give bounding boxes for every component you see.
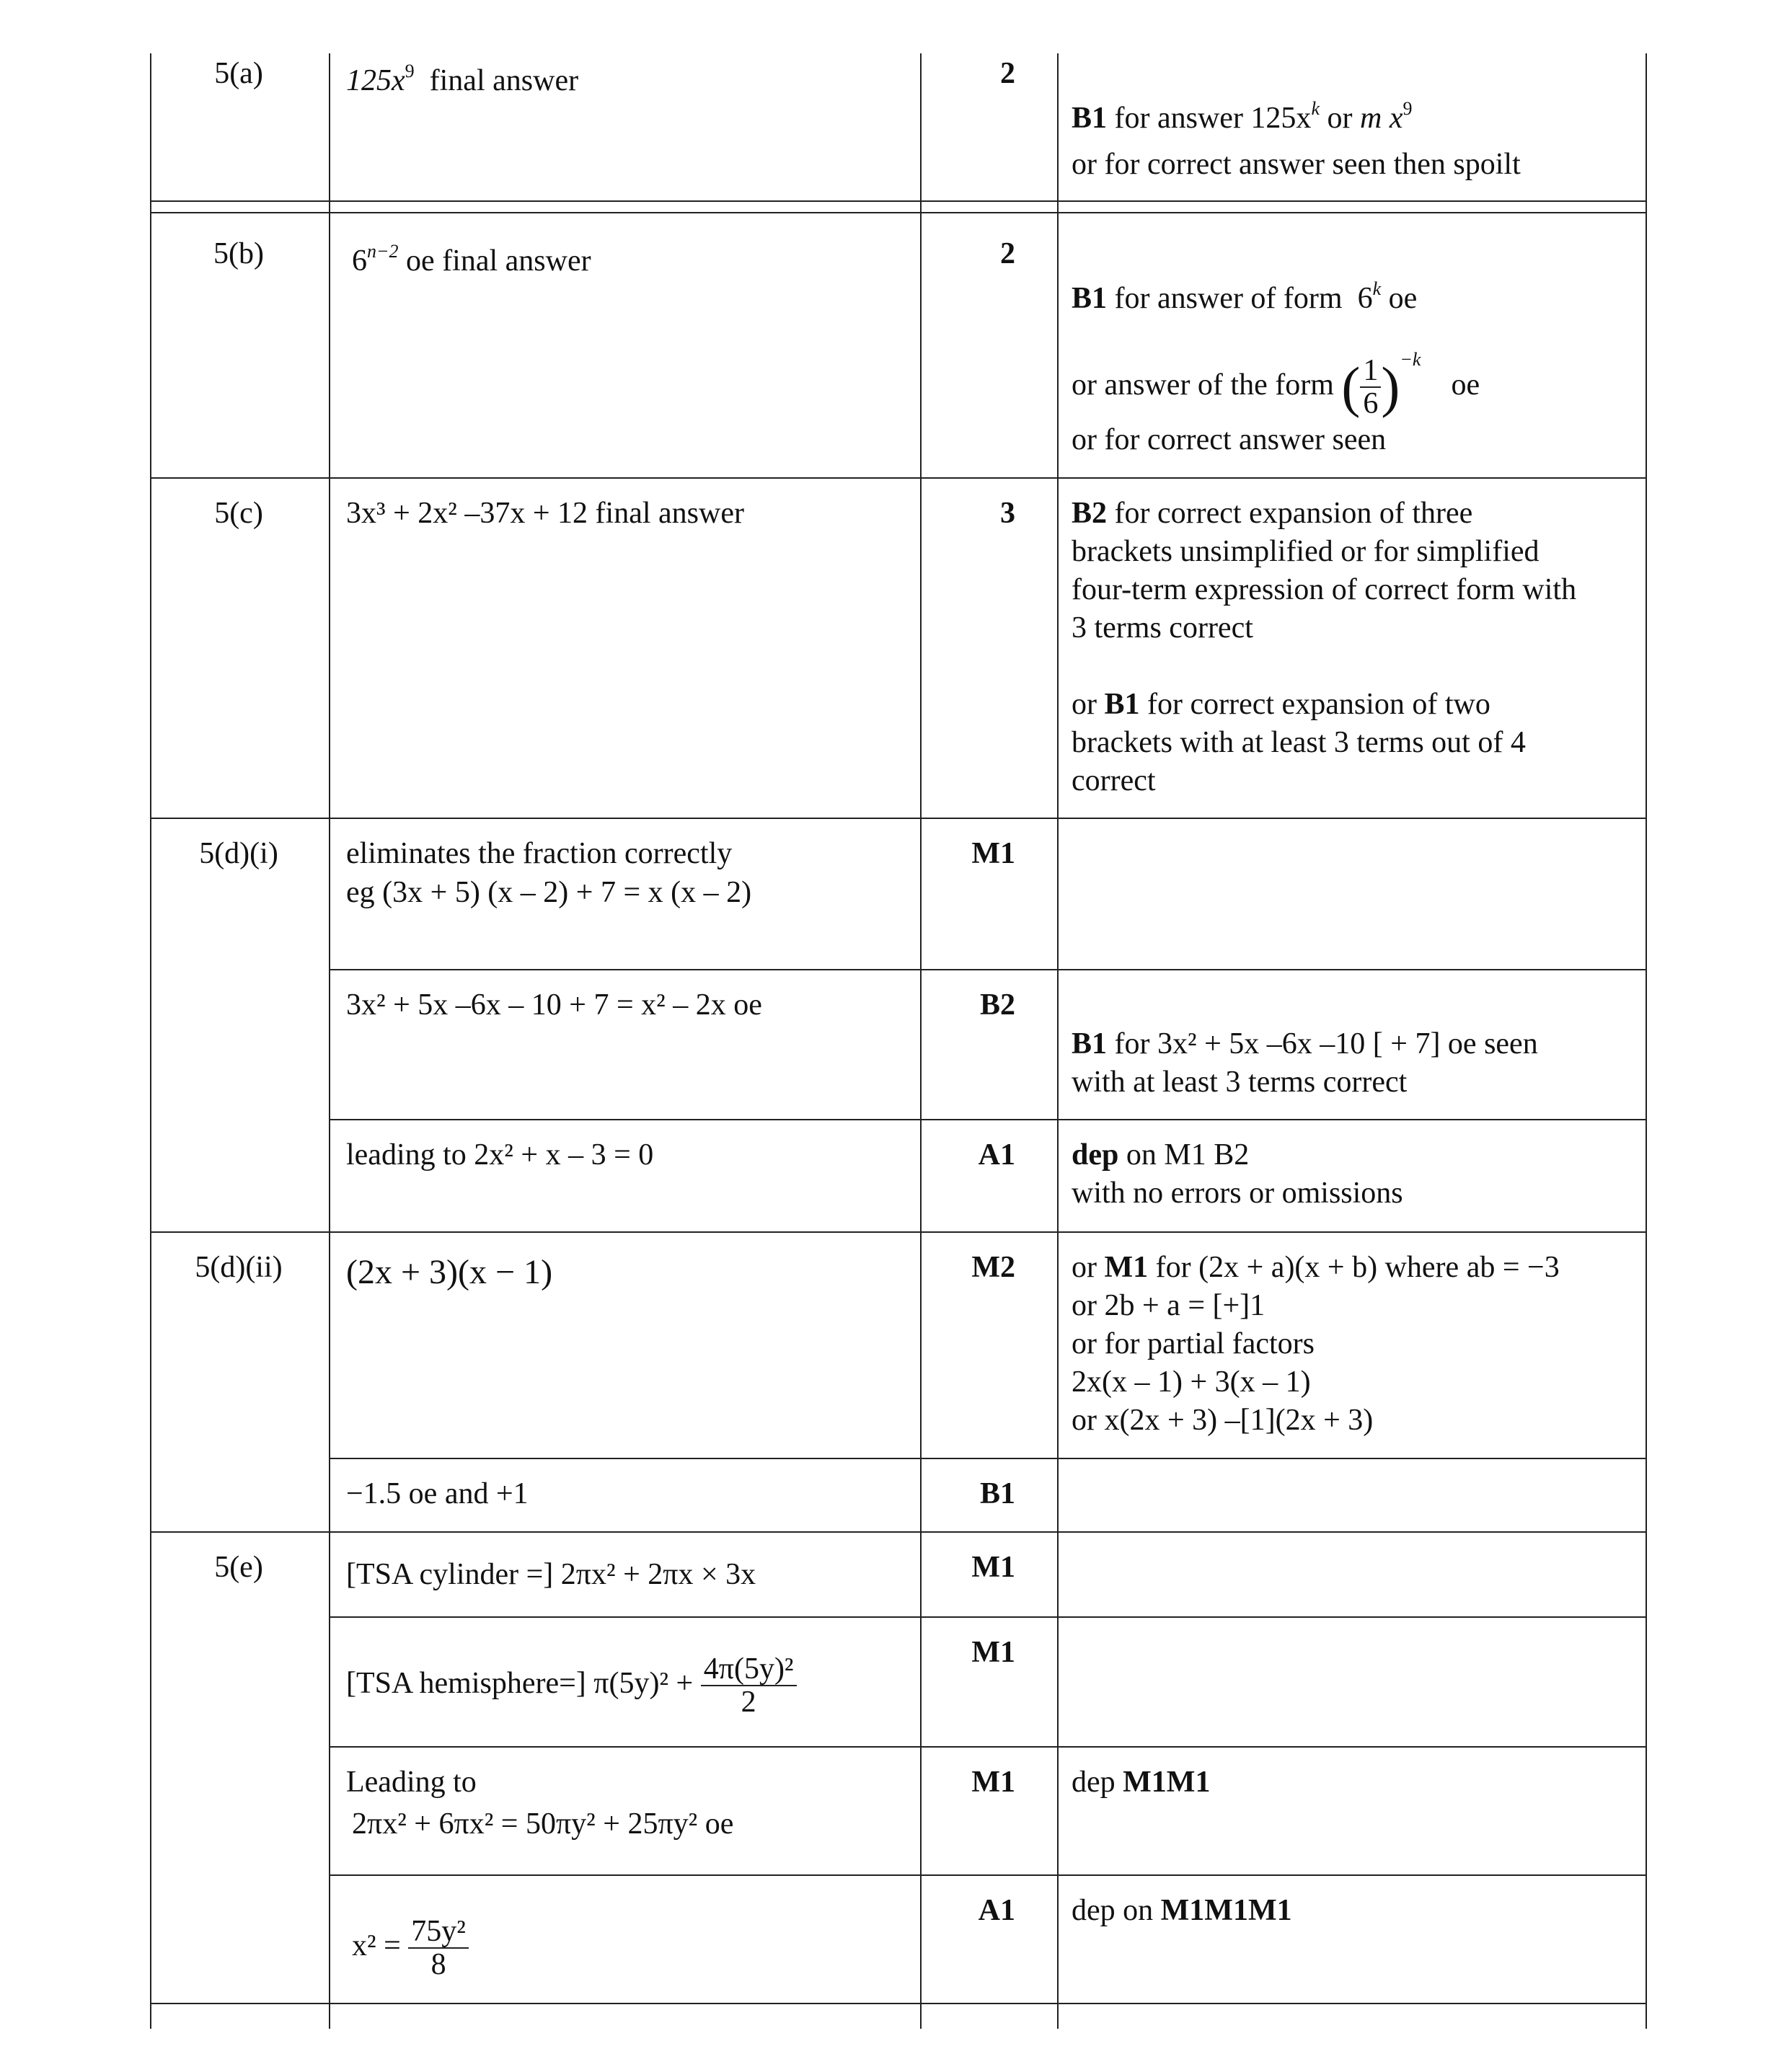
dependency-label: dep — [1072, 1138, 1119, 1172]
row-line — [329, 969, 1647, 970]
guidance-text: for (2x + a)(x + b) where ab = −3 — [1155, 1251, 1560, 1284]
row-line — [150, 2003, 1647, 2004]
guidance-text: or answer of the form — [1072, 368, 1334, 402]
answer-cell — [346, 62, 578, 100]
answer-text: [TSA hemisphere=] π(5y)² + — [346, 1667, 694, 1700]
guidance-text: oe — [1388, 282, 1418, 315]
guidance-text: or — [1327, 102, 1353, 135]
guidance-text: for answer 125x — [1114, 102, 1312, 135]
exponent: 9 — [1403, 98, 1413, 119]
guidance-cell — [1072, 1763, 1210, 1802]
fraction — [1360, 355, 1381, 420]
denominator: 6 — [1363, 387, 1379, 421]
guidance-text: correct — [1072, 764, 1156, 797]
answer-text: 2πx² + 6πx² = 50πy² + 25πy² oe — [352, 1807, 734, 1841]
guidance-text: for correct expansion of three — [1114, 497, 1473, 530]
row-line — [150, 818, 1647, 819]
question-number: 5(e) — [214, 1551, 263, 1584]
row-line — [150, 1231, 1647, 1233]
guidance-cell — [1072, 686, 1490, 724]
guidance-cell — [1072, 1249, 1560, 1287]
marks-cell: A1 — [978, 1894, 1015, 1927]
exponent: 9 — [405, 61, 415, 81]
col-line-marks — [1057, 53, 1059, 2029]
answer-text: 3x³ + 2x² –37x + 12 final answer — [346, 497, 744, 530]
guidance-text: or for correct answer seen then spoilt — [1072, 148, 1521, 181]
right-paren: ) — [1381, 355, 1400, 419]
answer-cell — [346, 1637, 797, 1730]
guidance-cell — [1072, 1892, 1292, 1930]
guidance-cell — [1072, 349, 1480, 421]
mark-code: B1 — [1072, 102, 1108, 135]
answer-text: (2x + 3)(x − 1) — [346, 1253, 553, 1291]
col-line-right — [1646, 53, 1647, 2029]
dependency-label: dep on — [1072, 1894, 1154, 1927]
answer-cell — [352, 1899, 469, 1993]
answer-text: [TSA cylinder =] 2πx² + 2πx × 3x — [346, 1558, 756, 1591]
row-line — [329, 1874, 1647, 1876]
marks-cell: B1 — [979, 1477, 1015, 1510]
guidance-term: m x — [1359, 102, 1403, 135]
guidance-text: or — [1072, 1251, 1097, 1284]
guidance-text: or x(2x + 3) –[1](2x + 3) — [1072, 1404, 1374, 1437]
answer-text: final answer — [429, 64, 579, 97]
marks-cell: M2 — [971, 1251, 1015, 1284]
marks-cell: A1 — [978, 1138, 1015, 1172]
answer-cell — [352, 242, 591, 280]
guidance-text: or for partial factors — [1072, 1327, 1315, 1360]
marks-cell: M1 — [971, 1766, 1015, 1799]
row-line — [150, 1531, 1647, 1533]
answer-text: leading to 2x² + x – 3 = 0 — [346, 1138, 654, 1172]
marks-cell: 2 — [1000, 237, 1015, 270]
guidance-text: with no errors or omissions — [1072, 1177, 1403, 1210]
exponent: −k — [1400, 349, 1421, 370]
marks-cell: M1 — [971, 837, 1015, 870]
guidance-text: for 3x² + 5x –6x –10 [ + 7] oe seen — [1114, 1027, 1538, 1061]
row-line — [329, 1746, 1647, 1748]
answer-text: 3x² + 5x –6x – 10 + 7 = x² – 2x oe — [346, 988, 762, 1022]
denominator: 8 — [430, 1948, 446, 1982]
marks-cell: 3 — [1000, 497, 1015, 530]
guidance-base: 6 — [1357, 282, 1373, 315]
answer-text: eg (3x + 5) (x – 2) + 7 = x (x – 2) — [346, 876, 752, 909]
fraction — [701, 1653, 797, 1718]
guidance-cell — [1072, 1136, 1249, 1174]
guidance-text: with at least 3 terms correct — [1072, 1066, 1408, 1099]
guidance-text: or for correct answer seen — [1072, 423, 1387, 456]
question-number: 5(c) — [214, 497, 263, 530]
mark-code: M1M1M1 — [1160, 1894, 1292, 1927]
mark-code: B1 — [1072, 1027, 1108, 1061]
marks-cell: M1 — [971, 1636, 1015, 1669]
guidance-text: for correct expansion of two — [1147, 688, 1490, 721]
row-line — [329, 1616, 1647, 1618]
answer-text: oe final answer — [406, 244, 591, 278]
marks-cell: B2 — [979, 988, 1015, 1022]
fraction — [408, 1916, 469, 1980]
row-line — [150, 212, 1647, 213]
numerator: 75y² — [408, 1916, 469, 1949]
exponent: k — [1372, 278, 1382, 299]
question-number: 5(d)(i) — [199, 837, 278, 870]
guidance-text: or — [1072, 688, 1097, 721]
guidance-text: brackets with at least 3 terms out of 4 — [1072, 726, 1526, 759]
guidance-cell — [1072, 495, 1472, 533]
question-number: 5(b) — [213, 237, 264, 270]
guidance-cell — [1072, 99, 1412, 138]
row-line — [329, 1458, 1647, 1459]
row-line — [329, 1119, 1647, 1120]
guidance-text: for answer of form — [1114, 282, 1343, 315]
guidance-text: brackets unsimplified or for simplified — [1072, 535, 1540, 568]
exponent: n−2 — [367, 241, 399, 262]
question-number: 5(d)(ii) — [195, 1251, 283, 1284]
col-line-left — [150, 53, 151, 2029]
answer-text: x² = — [352, 1929, 401, 1962]
left-paren: ( — [1341, 355, 1361, 419]
answer-text: −1.5 oe and +1 — [346, 1477, 529, 1510]
guidance-text: oe — [1451, 368, 1480, 402]
marks-cell: M1 — [971, 1551, 1015, 1584]
answer-term: 125x — [346, 64, 405, 97]
dependency-label: dep — [1072, 1766, 1116, 1799]
mark-code: B2 — [1072, 497, 1108, 530]
question-number: 5(a) — [214, 57, 263, 90]
mark-code: M1 — [1104, 1251, 1149, 1284]
col-line-question — [329, 53, 330, 2029]
guidance-text: four-term expression of correct form with — [1072, 573, 1577, 606]
col-line-answer — [920, 53, 922, 2029]
answer-text: Leading to — [346, 1766, 477, 1799]
answer-text: eliminates the fraction correctly — [346, 837, 733, 870]
row-line — [150, 200, 1647, 202]
guidance-text: on M1 B2 — [1126, 1138, 1250, 1172]
denominator: 2 — [741, 1686, 756, 1719]
answer-base: 6 — [352, 244, 367, 278]
numerator: 4π(5y)² — [701, 1653, 797, 1686]
marks-cell: 2 — [1000, 57, 1015, 90]
guidance-cell — [1072, 280, 1417, 318]
guidance-text: 3 terms correct — [1072, 611, 1253, 645]
mark-code: B1 — [1104, 688, 1140, 721]
guidance-text: or 2b + a = [+]1 — [1072, 1289, 1265, 1322]
guidance-cell — [1072, 1025, 1538, 1063]
guidance-text: 2x(x – 1) + 3(x – 1) — [1072, 1365, 1311, 1399]
row-line — [150, 477, 1647, 479]
mark-code: B1 — [1072, 282, 1108, 315]
numerator: 1 — [1360, 355, 1381, 388]
exponent: k — [1311, 98, 1320, 119]
mark-code: M1M1 — [1123, 1766, 1211, 1799]
